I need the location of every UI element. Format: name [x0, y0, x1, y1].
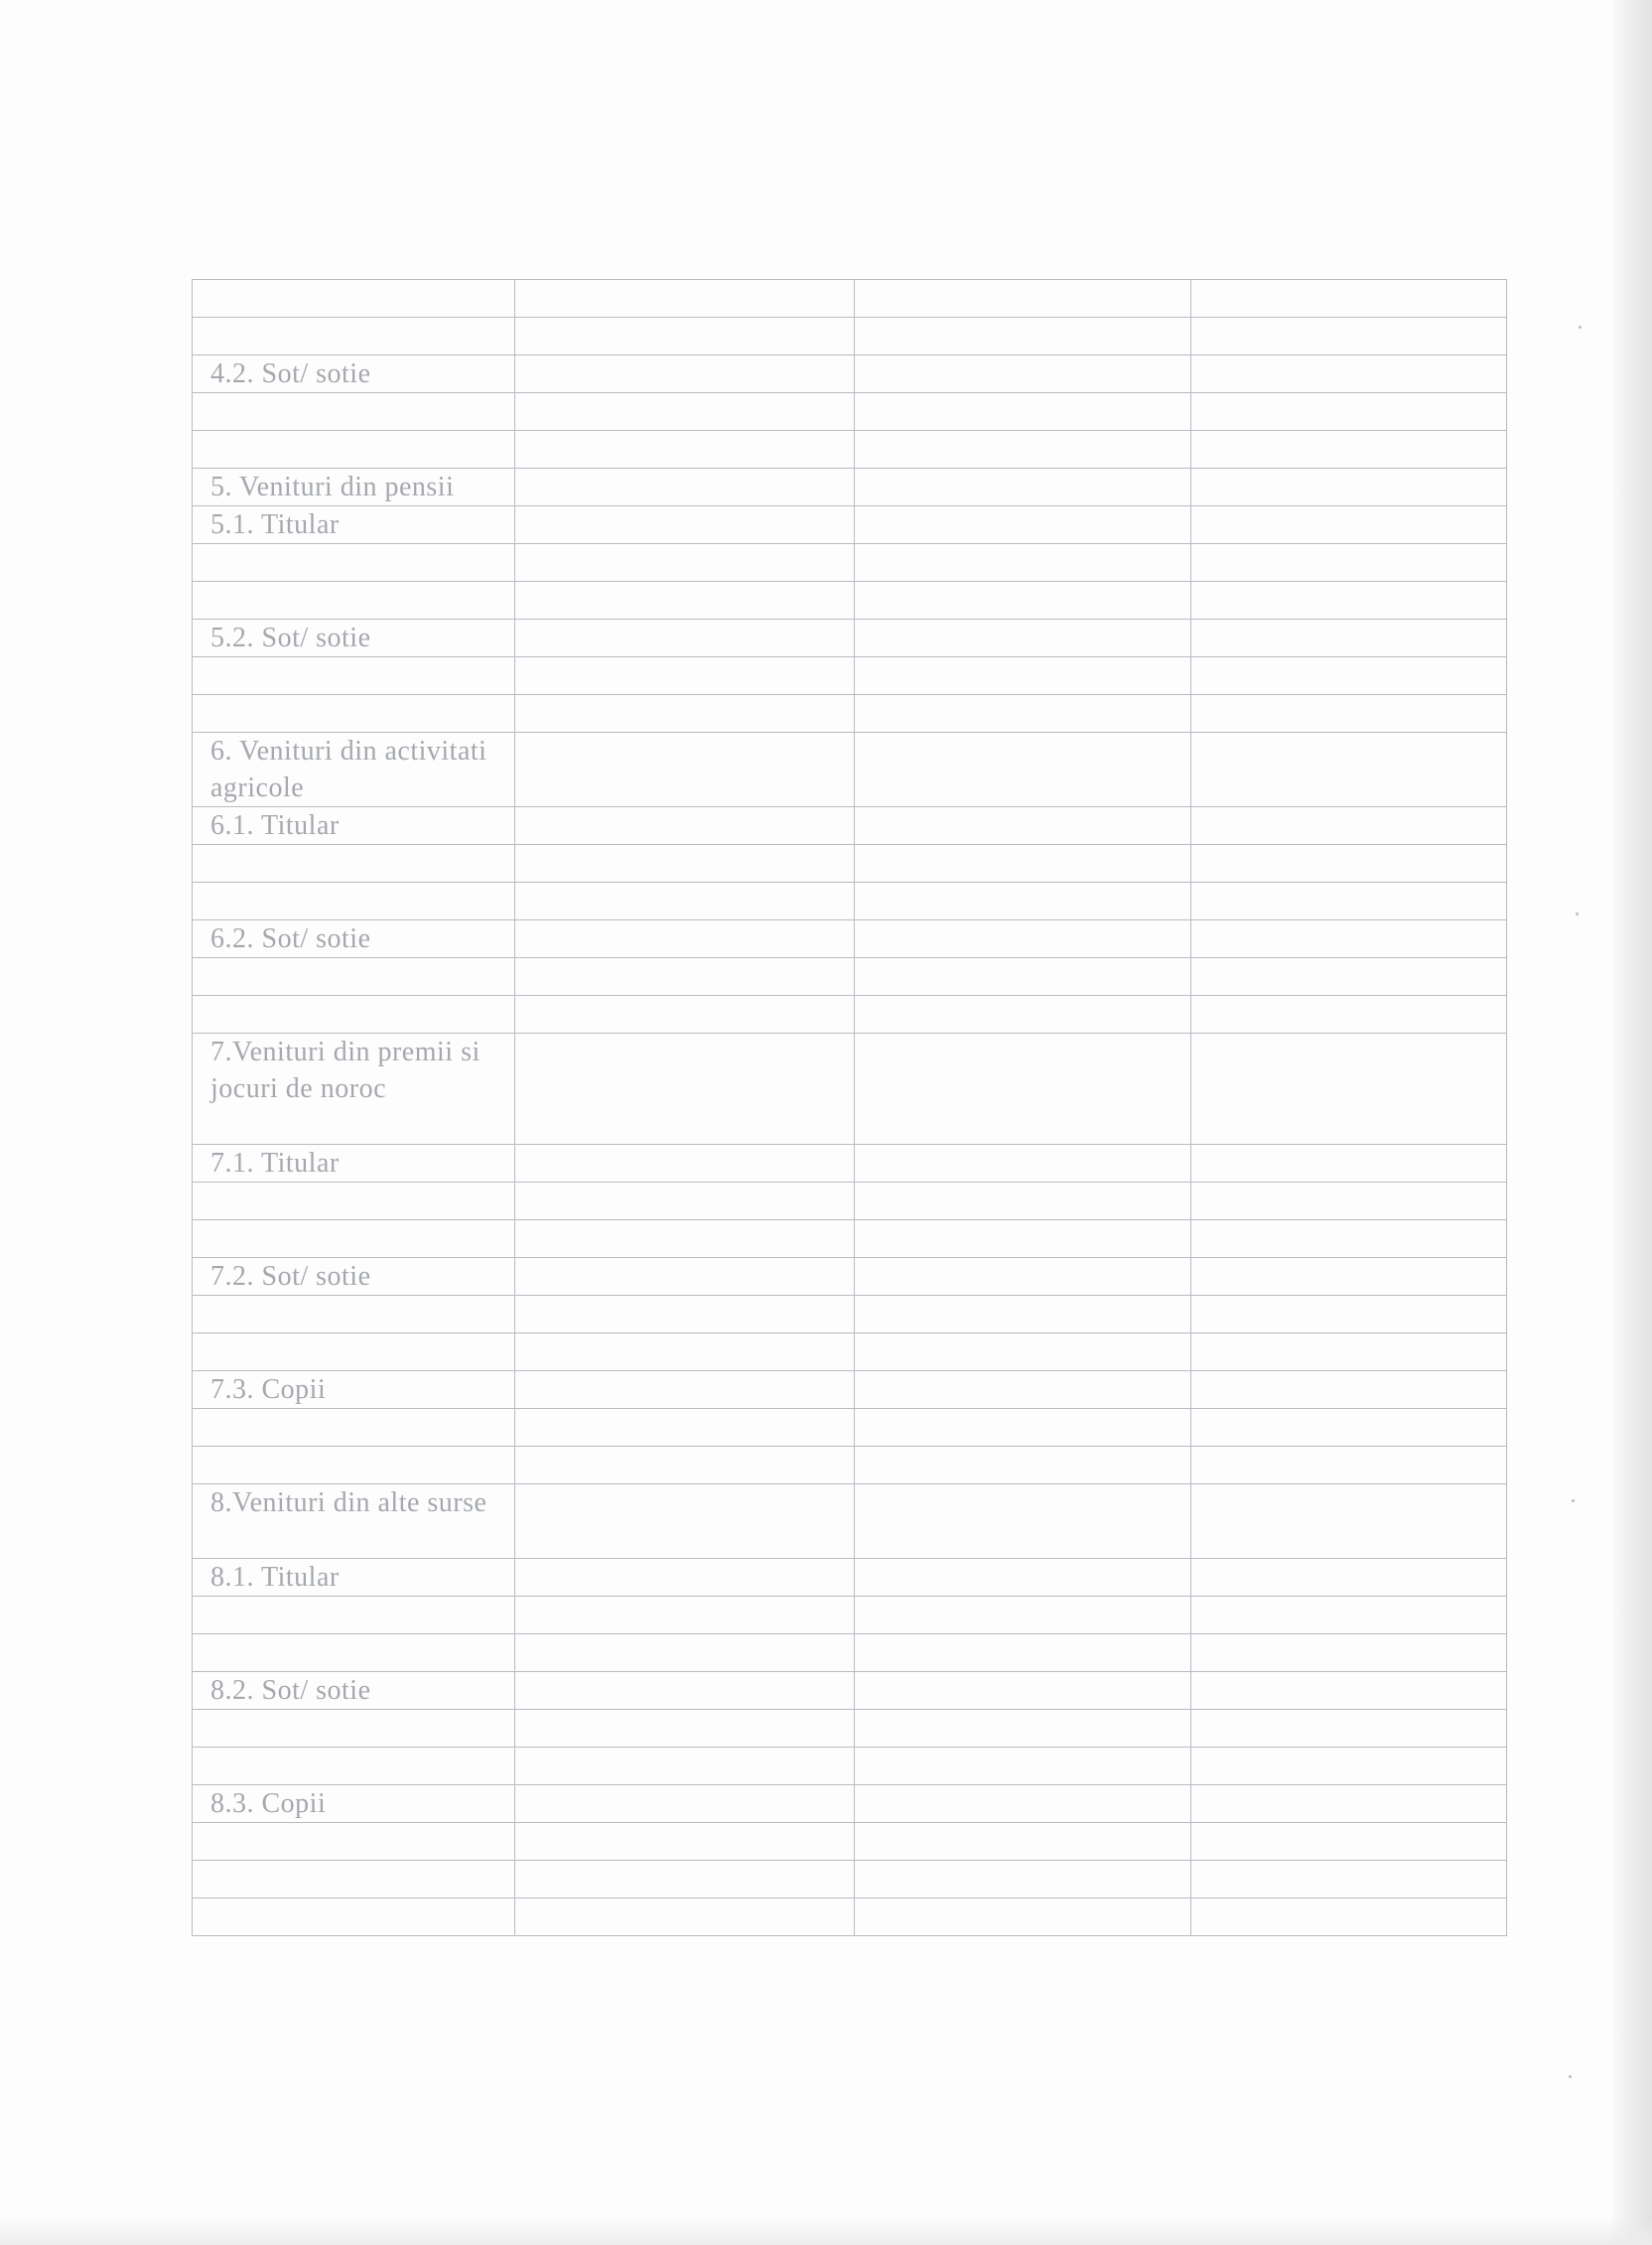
blank-row — [193, 883, 1507, 920]
row-label — [193, 1634, 515, 1672]
blank-row — [193, 1220, 1507, 1258]
row-label: 7.2. Sot/ sotie — [193, 1258, 515, 1296]
value-cell — [1191, 393, 1507, 431]
section-row — [193, 1484, 1507, 1559]
value-cell — [515, 695, 855, 733]
section-row — [193, 733, 1507, 807]
value-cell — [855, 958, 1191, 996]
row-label — [193, 318, 515, 355]
value-cell — [855, 469, 1191, 506]
value-cell — [515, 1785, 855, 1823]
value-cell — [855, 1220, 1191, 1258]
value-cell — [1191, 1785, 1507, 1823]
value-cell — [855, 582, 1191, 620]
value-cell — [855, 1183, 1191, 1220]
value-cell — [515, 1258, 855, 1296]
row-label — [193, 582, 515, 620]
row-label — [193, 544, 515, 582]
value-cell — [515, 1183, 855, 1220]
section-row — [193, 469, 1507, 506]
row-label: 6.1. Titular — [193, 807, 515, 845]
blank-row — [193, 1183, 1507, 1220]
value-cell — [1191, 1672, 1507, 1710]
value-cell — [1191, 1823, 1507, 1861]
section-row — [193, 1672, 1507, 1710]
value-cell — [1191, 1371, 1507, 1409]
blank-row — [193, 958, 1507, 996]
value-cell — [1191, 431, 1507, 469]
scan-speck — [1572, 1499, 1575, 1502]
value-cell — [1191, 1333, 1507, 1371]
value-cell — [1191, 845, 1507, 883]
blank-row — [193, 1597, 1507, 1634]
value-cell — [515, 318, 855, 355]
row-label: 8.1. Titular — [193, 1559, 515, 1597]
value-cell — [855, 393, 1191, 431]
value-cell — [1191, 1748, 1507, 1785]
row-label: 5.1. Titular — [193, 506, 515, 544]
scan-speck — [1569, 2075, 1572, 2078]
value-cell — [515, 355, 855, 393]
value-cell — [515, 1034, 855, 1145]
value-cell — [1191, 1710, 1507, 1748]
row-label — [193, 1861, 515, 1898]
section-row — [193, 920, 1507, 958]
value-cell — [515, 1710, 855, 1748]
section-row — [193, 1785, 1507, 1823]
value-cell — [515, 1145, 855, 1183]
table-body — [193, 280, 1507, 1936]
value-cell — [1191, 318, 1507, 355]
value-cell — [515, 1634, 855, 1672]
value-cell — [855, 695, 1191, 733]
value-cell — [855, 1258, 1191, 1296]
value-cell — [1191, 469, 1507, 506]
value-cell — [855, 1785, 1191, 1823]
row-label: 5. Venituri din pensii — [193, 469, 515, 506]
blank-row — [193, 582, 1507, 620]
value-cell — [515, 920, 855, 958]
row-label: 8.Venituri din alte surse — [193, 1484, 515, 1559]
value-cell — [515, 1748, 855, 1785]
value-cell — [515, 1823, 855, 1861]
blank-row — [193, 544, 1507, 582]
row-label — [193, 393, 515, 431]
row-label — [193, 1447, 515, 1484]
value-cell — [1191, 1409, 1507, 1447]
section-row — [193, 807, 1507, 845]
row-label — [193, 1220, 515, 1258]
section-row — [193, 620, 1507, 657]
section-row — [193, 355, 1507, 393]
value-cell — [855, 657, 1191, 695]
value-cell — [1191, 883, 1507, 920]
value-cell — [1191, 1220, 1507, 1258]
row-label — [193, 1898, 515, 1936]
value-cell — [1191, 996, 1507, 1034]
value-cell — [855, 845, 1191, 883]
value-cell — [855, 1748, 1191, 1785]
row-label: 6.2. Sot/ sotie — [193, 920, 515, 958]
value-cell — [1191, 695, 1507, 733]
blank-row — [193, 431, 1507, 469]
value-cell — [855, 1710, 1191, 1748]
section-row — [193, 506, 1507, 544]
value-cell — [515, 733, 855, 807]
row-label — [193, 657, 515, 695]
value-cell — [515, 1447, 855, 1484]
row-label — [193, 1409, 515, 1447]
blank-row — [193, 393, 1507, 431]
value-cell — [855, 1672, 1191, 1710]
row-label: 7.Venituri din premii si jocuri de noroc — [193, 1034, 515, 1145]
row-label: 8.2. Sot/ sotie — [193, 1672, 515, 1710]
value-cell — [1191, 280, 1507, 318]
value-cell — [1191, 958, 1507, 996]
blank-row — [193, 695, 1507, 733]
value-cell — [1191, 355, 1507, 393]
value-cell — [855, 1145, 1191, 1183]
value-cell — [855, 506, 1191, 544]
value-cell — [1191, 1034, 1507, 1145]
value-cell — [855, 1559, 1191, 1597]
value-cell — [515, 1333, 855, 1371]
value-cell — [1191, 657, 1507, 695]
value-cell — [855, 883, 1191, 920]
value-cell — [855, 1034, 1191, 1145]
value-cell — [1191, 506, 1507, 544]
blank-row — [193, 1296, 1507, 1333]
row-label — [193, 695, 515, 733]
row-label — [193, 996, 515, 1034]
value-cell — [515, 996, 855, 1034]
value-cell — [1191, 1183, 1507, 1220]
value-cell — [1191, 920, 1507, 958]
blank-row — [193, 1409, 1507, 1447]
value-cell — [855, 807, 1191, 845]
row-label — [193, 1710, 515, 1748]
blank-row — [193, 1634, 1507, 1672]
value-cell — [515, 582, 855, 620]
row-label: 7.1. Titular — [193, 1145, 515, 1183]
value-cell — [855, 1296, 1191, 1333]
section-row — [193, 1258, 1507, 1296]
value-cell — [1191, 1484, 1507, 1559]
blank-row — [193, 1710, 1507, 1748]
value-cell — [1191, 1597, 1507, 1634]
scan-speck — [1579, 326, 1582, 329]
row-label: 8.3. Copii — [193, 1785, 515, 1823]
value-cell — [855, 1597, 1191, 1634]
value-cell — [515, 1296, 855, 1333]
blank-row — [193, 1823, 1507, 1861]
value-cell — [855, 996, 1191, 1034]
row-label: 5.2. Sot/ sotie — [193, 620, 515, 657]
value-cell — [855, 1371, 1191, 1409]
row-label: 4.2. Sot/ sotie — [193, 355, 515, 393]
value-cell — [1191, 1861, 1507, 1898]
value-cell — [1191, 620, 1507, 657]
row-label — [193, 280, 515, 318]
income-declaration-table-container — [192, 279, 1468, 1936]
value-cell — [1191, 544, 1507, 582]
value-cell — [855, 318, 1191, 355]
value-cell — [515, 883, 855, 920]
value-cell — [1191, 1258, 1507, 1296]
value-cell — [855, 620, 1191, 657]
section-row — [193, 1145, 1507, 1183]
value-cell — [855, 280, 1191, 318]
income-declaration-table — [192, 279, 1507, 1936]
value-cell — [1191, 1898, 1507, 1936]
value-cell — [515, 1484, 855, 1559]
value-cell — [515, 657, 855, 695]
value-cell — [855, 920, 1191, 958]
row-label — [193, 1333, 515, 1371]
value-cell — [855, 1861, 1191, 1898]
scan-bottom-shadow — [0, 2217, 1652, 2245]
value-cell — [1191, 1447, 1507, 1484]
section-row — [193, 1034, 1507, 1145]
value-cell — [1191, 1145, 1507, 1183]
blank-row — [193, 318, 1507, 355]
blank-row — [193, 1447, 1507, 1484]
value-cell — [1191, 807, 1507, 845]
value-cell — [855, 1823, 1191, 1861]
blank-row — [193, 1898, 1507, 1936]
value-cell — [855, 1333, 1191, 1371]
value-cell — [515, 1672, 855, 1710]
row-label: 6. Venituri din activitati agricole — [193, 733, 515, 807]
blank-row — [193, 845, 1507, 883]
value-cell — [855, 355, 1191, 393]
blank-row — [193, 1861, 1507, 1898]
scan-speck — [1576, 912, 1579, 915]
value-cell — [515, 620, 855, 657]
row-label — [193, 958, 515, 996]
value-cell — [1191, 1634, 1507, 1672]
row-label — [193, 845, 515, 883]
value-cell — [515, 1220, 855, 1258]
row-label — [193, 1748, 515, 1785]
value-cell — [515, 393, 855, 431]
row-label — [193, 883, 515, 920]
row-label — [193, 1597, 515, 1634]
value-cell — [855, 1898, 1191, 1936]
row-label — [193, 1296, 515, 1333]
value-cell — [515, 469, 855, 506]
blank-row — [193, 280, 1507, 318]
section-row — [193, 1559, 1507, 1597]
value-cell — [515, 1898, 855, 1936]
value-cell — [515, 958, 855, 996]
value-cell — [855, 544, 1191, 582]
value-cell — [515, 1409, 855, 1447]
row-label — [193, 1823, 515, 1861]
value-cell — [515, 1597, 855, 1634]
value-cell — [515, 431, 855, 469]
blank-row — [193, 1748, 1507, 1785]
value-cell — [855, 1634, 1191, 1672]
value-cell — [1191, 582, 1507, 620]
value-cell — [855, 1447, 1191, 1484]
row-label — [193, 431, 515, 469]
blank-row — [193, 657, 1507, 695]
value-cell — [1191, 1559, 1507, 1597]
value-cell — [515, 544, 855, 582]
value-cell — [1191, 1296, 1507, 1333]
scan-edge-shadow — [1612, 0, 1652, 2245]
value-cell — [855, 1484, 1191, 1559]
value-cell — [515, 807, 855, 845]
value-cell — [1191, 733, 1507, 807]
row-label: 7.3. Copii — [193, 1371, 515, 1409]
value-cell — [855, 1409, 1191, 1447]
value-cell — [855, 431, 1191, 469]
value-cell — [515, 1559, 855, 1597]
blank-row — [193, 1333, 1507, 1371]
value-cell — [515, 1861, 855, 1898]
row-label — [193, 1183, 515, 1220]
section-row — [193, 1371, 1507, 1409]
blank-row — [193, 996, 1507, 1034]
value-cell — [515, 1371, 855, 1409]
value-cell — [855, 733, 1191, 807]
value-cell — [515, 506, 855, 544]
value-cell — [515, 845, 855, 883]
value-cell — [515, 280, 855, 318]
